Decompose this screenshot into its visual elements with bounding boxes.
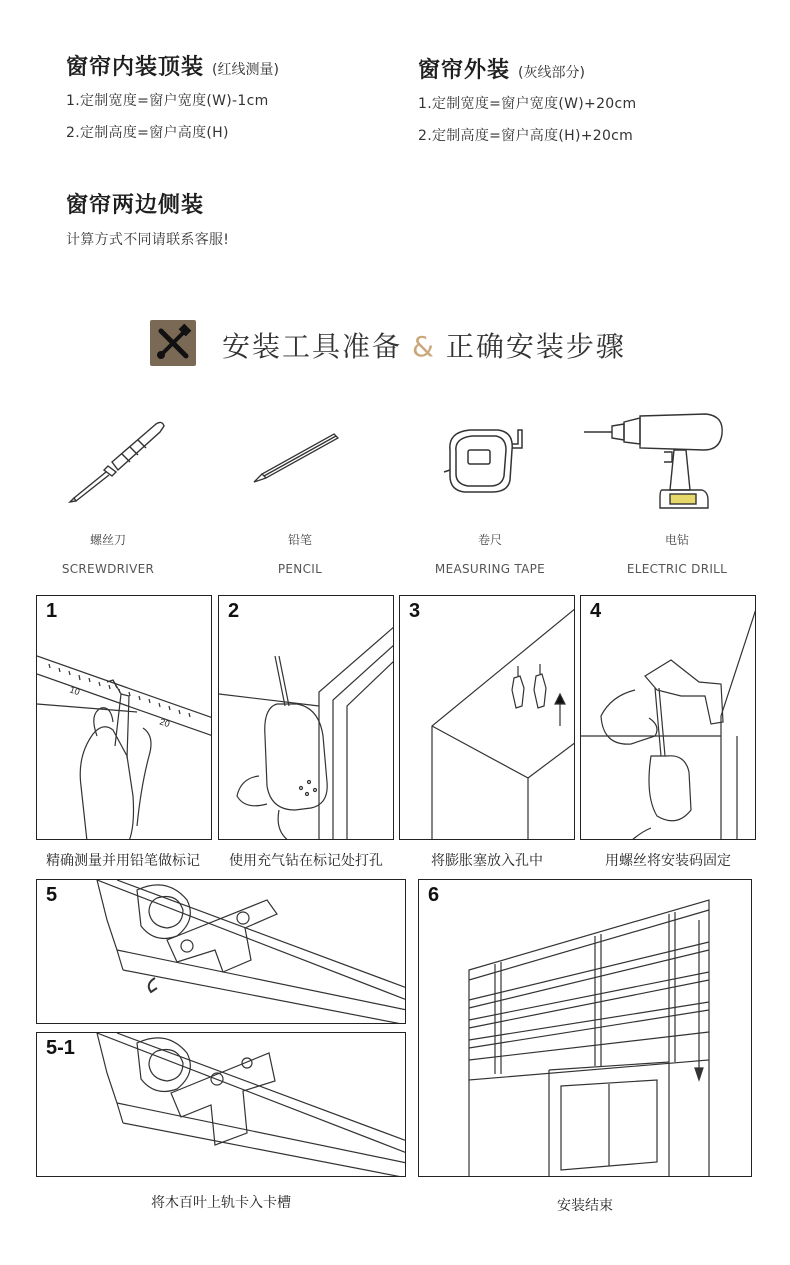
step-4-panel — [580, 595, 756, 840]
banner-title — [222, 325, 626, 365]
ruler-label-10: 10 — [68, 684, 82, 698]
tool-cn-label: 卷尺 — [477, 533, 502, 547]
electric-drill-icon — [578, 410, 728, 519]
step-number: 5 — [46, 884, 58, 906]
inside-mount-title: 窗帘内装顶装 (红线测量) — [66, 55, 279, 80]
tool-en-label: MEASURING TAPE — [434, 562, 546, 576]
step-number: 4 — [590, 600, 602, 622]
outside-mount-width: 1.定制宽度=窗户宽度(W)+20cm — [418, 96, 637, 112]
step-number: 3 — [409, 600, 421, 622]
tool-measuring-tape — [420, 531, 560, 576]
ruler-label-20: 20 — [158, 716, 172, 730]
tool-en-label: ELECTRIC DRILL — [626, 562, 728, 576]
outside-mount-height: 2.定制高度=窗户高度(H)+20cm — [418, 128, 634, 144]
step-number: 6 — [428, 884, 440, 906]
tools-icon — [150, 320, 196, 366]
step-number: 1 — [46, 600, 58, 622]
rail-caption: 将木百叶上轨卡入卡槽 — [151, 1195, 291, 1211]
step-5-panel — [36, 879, 406, 1024]
tool-cn-label: 电钻 — [664, 533, 689, 547]
banner-amp: & — [412, 330, 436, 363]
outside-mount-note: (灰线部分) — [518, 65, 585, 81]
tool-screwdriver — [48, 531, 168, 576]
step-5-1-panel — [36, 1032, 406, 1177]
outside-mount-title: 窗帘外装 (灰线部分) — [418, 58, 585, 83]
inside-mount-note: (红线测量) — [212, 62, 279, 78]
pencil-icon — [248, 428, 343, 492]
inside-mount-width: 1.定制宽度=窗户宽度(W)-1cm — [66, 93, 269, 109]
finish-caption: 安装结束 — [557, 1198, 613, 1214]
step-4-caption: 用螺丝将安装码固定 — [605, 853, 731, 869]
side-mount-note: 计算方式不同请联系客服! — [66, 232, 230, 248]
tool-pencil — [240, 531, 360, 576]
step-number: 2 — [228, 600, 240, 622]
step-2-panel — [218, 595, 394, 840]
step-3-panel — [399, 595, 575, 840]
step-6-panel — [418, 879, 752, 1177]
step-1-panel — [36, 595, 212, 840]
step-2-caption: 使用充气钻在标记处打孔 — [229, 853, 383, 869]
tool-en-label: SCREWDRIVER — [61, 562, 155, 576]
screwdriver-icon — [60, 412, 170, 511]
side-mount-title: 窗帘两边侧装 — [66, 193, 205, 218]
tool-en-label: PENCIL — [277, 562, 323, 576]
tool-cn-label: 螺丝刀 — [89, 533, 126, 547]
tool-electric-drill — [612, 531, 742, 576]
banner-right-text: 正确安装步骤 — [445, 330, 626, 363]
inside-mount-height: 2.定制高度=窗户高度(H) — [66, 125, 229, 141]
banner-left-text: 安装工具准备 — [222, 330, 403, 363]
step-number: 5-1 — [46, 1037, 75, 1059]
step-3-caption: 将膨胀塞放入孔中 — [431, 853, 543, 869]
step-1-caption: 精确测量并用铅笔做标记 — [46, 853, 200, 869]
tool-cn-label: 铅笔 — [287, 533, 312, 547]
measuring-tape-icon — [440, 420, 530, 504]
